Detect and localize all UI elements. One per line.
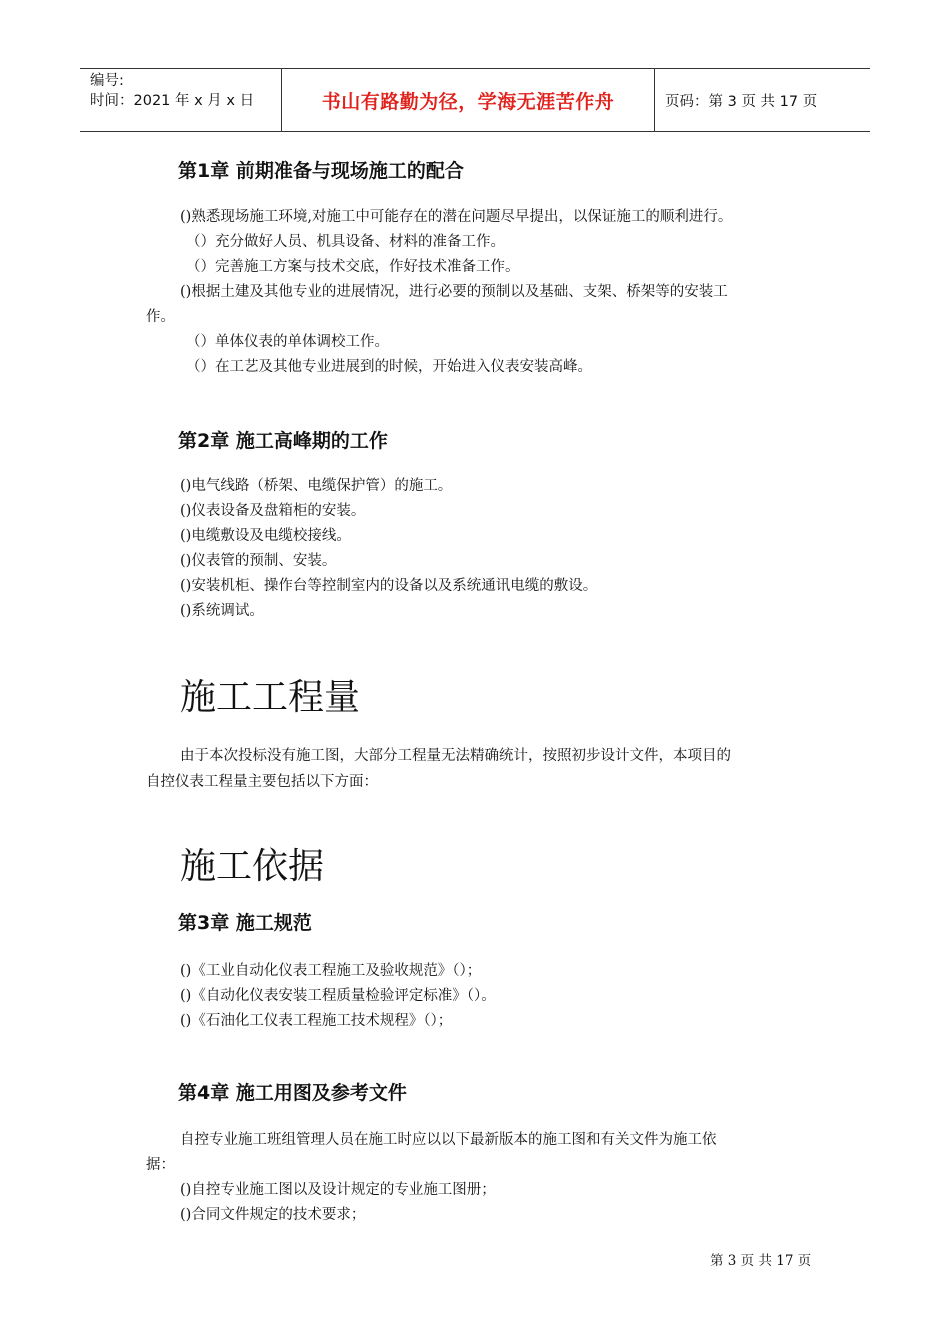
chapter-2-title: 第2章 施工高峰期的工作 bbox=[178, 430, 388, 452]
chapter-3-item: ()《自动化仪表安装工程质量检验评定标准》（）。 bbox=[180, 988, 496, 1004]
header-motto: 书山有路勤为径，学海无涯苦作舟 bbox=[282, 69, 655, 131]
section-quantity-paragraph: 由于本次投标没有施工图，大部分工程量无法精确统计，按照初步设计文件，本项目的 bbox=[180, 748, 731, 764]
chapter-2-item: ()安装机柜、操作台等控制室内的设备以及系统通讯电缆的敷设。 bbox=[180, 578, 598, 594]
document-date: 时间：2021 年 x 月 x 日 bbox=[90, 93, 255, 109]
header-page-info: 页码：第 3 页 共 17 页 bbox=[665, 93, 818, 110]
chapter-3-item: ()《工业自动化仪表工程施工及验收规范》（）； bbox=[180, 963, 482, 979]
section-basis-title: 施工依据 bbox=[180, 846, 325, 887]
chapter-1-item: （）单体仪表的单体调校工作。 bbox=[186, 334, 389, 350]
chapter-2-item: ()仪表设备及盘箱柜的安装。 bbox=[180, 503, 366, 519]
chapter-1-item: ()根据土建及其他专业的进展情况，进行必要的预制以及基础、支架、桥架等的安装工 bbox=[180, 284, 728, 300]
chapter-4-item: ()合同文件规定的技术要求； bbox=[180, 1207, 366, 1223]
chapter-3-item: ()《石油化工仪表工程施工技术规程》（）； bbox=[180, 1013, 453, 1029]
section-quantity-paragraph-wrap: 自控仪表工程量主要包括以下方面： bbox=[146, 774, 378, 790]
chapter-2-item: ()电缆敷设及电缆校接线。 bbox=[180, 528, 351, 544]
chapter-4-item: ()自控专业施工图以及设计规定的专业施工图册； bbox=[180, 1182, 496, 1198]
section-quantity-title: 施工工程量 bbox=[180, 677, 361, 718]
chapter-1-title: 第1章 前期准备与现场施工的配合 bbox=[178, 160, 464, 182]
chapter-1-item: （）在工艺及其他专业进展到的时候，开始进入仪表安装高峰。 bbox=[186, 359, 592, 375]
page-footer: 第 3 页 共 17 页 bbox=[710, 1253, 812, 1269]
chapter-1-item: ()熟悉现场施工环境,对施工中可能存在的潜在问题尽早提出，以保证施工的顺利进行。 bbox=[180, 209, 733, 225]
chapter-1-item: （）充分做好人员、机具设备、材料的准备工作。 bbox=[186, 234, 505, 250]
chapter-1-item-wrap: 作。 bbox=[146, 309, 175, 325]
chapter-3-title: 第3章 施工规范 bbox=[178, 912, 312, 934]
header-meta bbox=[80, 69, 282, 131]
chapter-4-paragraph: 自控专业施工班组管理人员在施工时应以以下最新版本的施工图和有关文件为施工依 bbox=[180, 1132, 717, 1148]
page-header bbox=[80, 68, 870, 132]
chapter-2-item: ()系统调试。 bbox=[180, 603, 264, 619]
document-number: 编号: bbox=[90, 73, 124, 89]
chapter-2-item: ()电气线路（桥架、电缆保护管）的施工。 bbox=[180, 478, 453, 494]
chapter-1-item: （）完善施工方案与技术交底，作好技术准备工作。 bbox=[186, 259, 520, 275]
chapter-4-paragraph-wrap: 据： bbox=[146, 1157, 175, 1173]
chapter-2-item: ()仪表管的预制、安装。 bbox=[180, 553, 337, 569]
chapter-4-title: 第4章 施工用图及参考文件 bbox=[178, 1082, 407, 1104]
